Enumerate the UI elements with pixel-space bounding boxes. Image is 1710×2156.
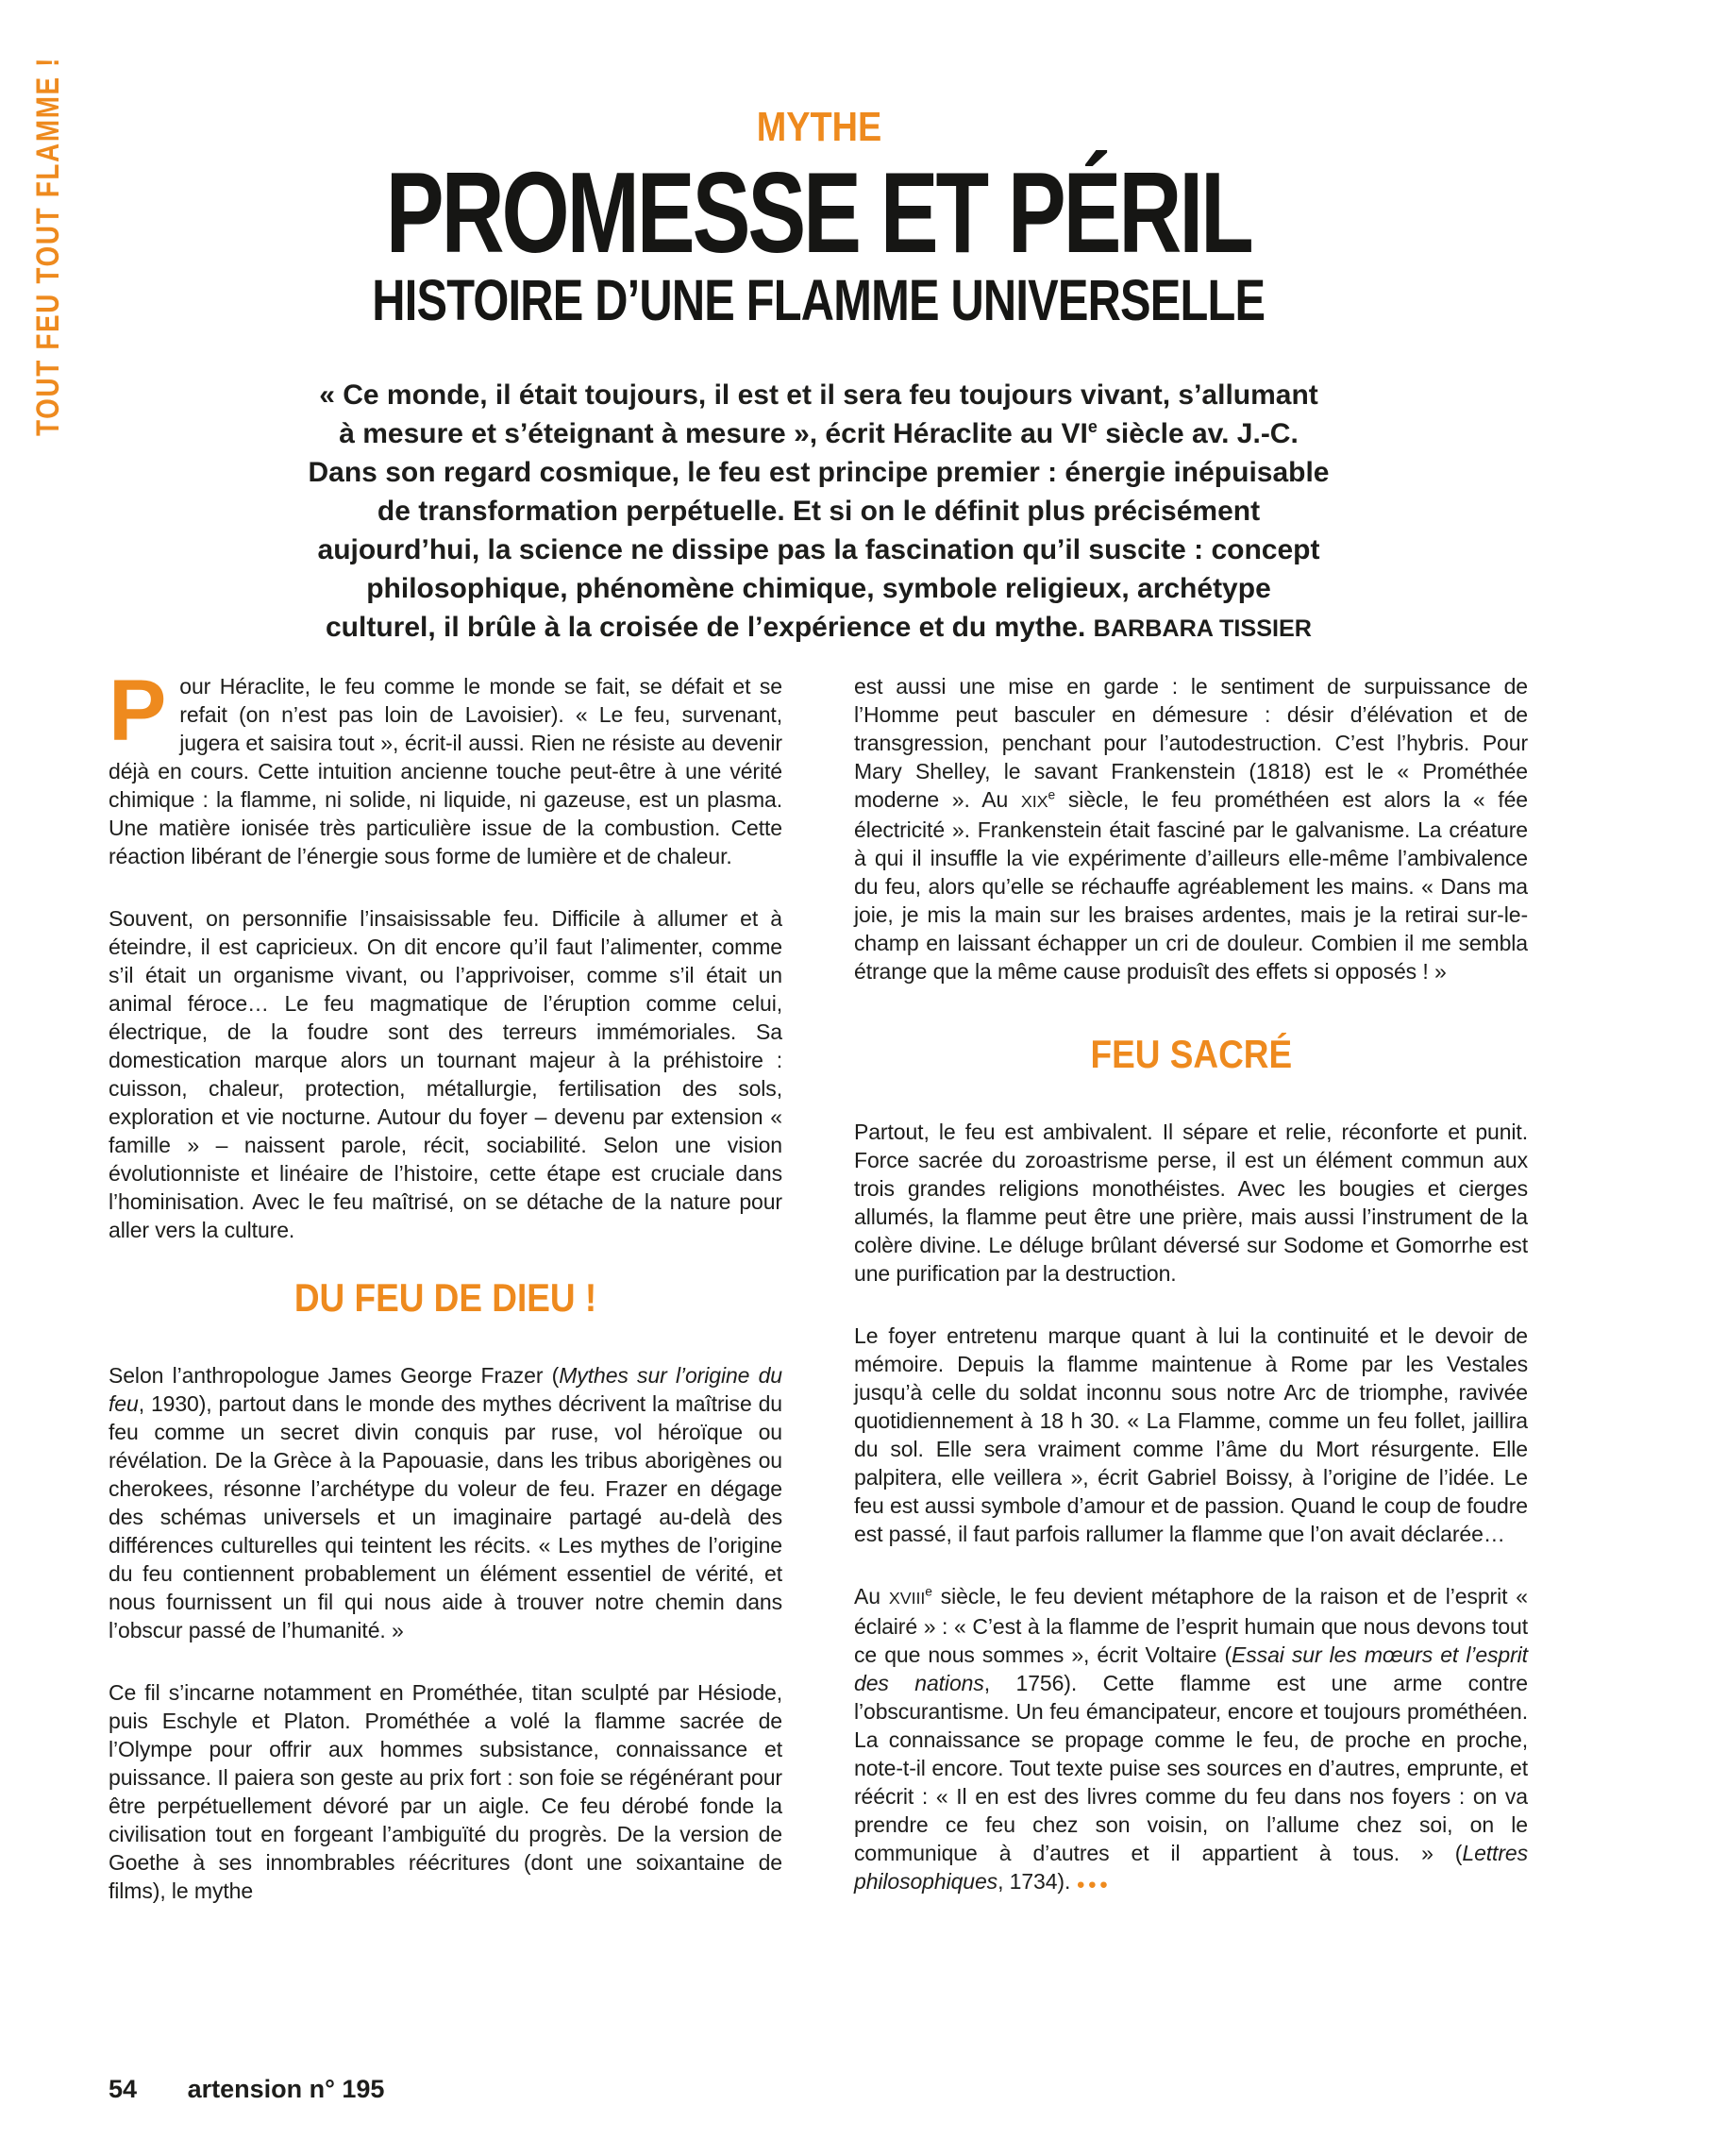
standfirst <box>109 376 1529 648</box>
page-subtitle <box>109 268 1529 333</box>
paragraph-text: our Héraclite, le feu comme le monde se fait, se défait et se refait (on n’est pas loin de Lavoisier). « Le feu, survenant, jugera et saisira tout », écrit-il aussi. Rien ne résiste au devenir déjà en cours. Cette intuition ancienne touche peut-être à une vérité chimique : la flamme, ni solide, ni liquide, ni gazeuse, est un plasma. Une matière ionisée très particulière issue de la combustion. Cette réaction libérant de l’énergie sous forme de lumière et de chaleur. <box>109 674 782 868</box>
page-footer <box>109 2075 384 2104</box>
kicker-label: MYTHE <box>756 104 881 150</box>
paragraph: Au XVIIIe siècle, le feu devient métaphore de la raison et de l’esprit « éclairé » : « C’est à la flamme de l’esprit humain que nous devons tout ce que nous sommes », écrit Voltaire (Essai sur les mœurs et l’esprit des nations, 1756). Cette flamme est une arme contre l’obscurantisme. Un feu émancipateur, encore et toujours prométhéen. La connaissance se propage comme le feu, de proche en proche, note-t-il encore. Tout texte puise ses sources en d’autres, emprunte, et réécrit : « Il en est des livres comme du feu dans nos foyers : on va prendre ce feu chez son voisin, on l’allume chez soi, on le communique à d’autres et il appartient à tous. » (Lettres philosophiques, 1734). ●●● <box>854 1584 1528 1894</box>
column-right <box>854 672 1528 1905</box>
section-heading-text: DU FEU DE DIEU ! <box>293 1275 597 1320</box>
paragraph: Ce fil s’incarne notamment en Prométhée, titan sculpté par Hésiode, puis Eschyle et Platon. Prométhée a volé la flamme sacrée de l’Olympe pour offrir aux hommes subsistance, connaissance et puissance. Il paiera son geste au prix fort : son foie se régénérant pour être perpétuellement dévoré par un aigle. Ce feu dérobé fonde la civilisation tout en forgeant l’ambiguïté du progrès. De la version de Goethe à ses innombrables réécritures (dont une soixantaine de films), le mythe <box>109 1680 782 1903</box>
page-number: 54 <box>109 2075 138 2103</box>
article-body <box>109 663 1529 1905</box>
standfirst-line: culturel, il brûle à la croisée de l’expérience et du mythe. BARBARA TISSIER <box>325 612 1312 644</box>
magazine-title: artension n° 195 <box>187 2075 385 2103</box>
standfirst-line: « Ce monde, il était toujours, il est et il sera feu toujours vivant, s’allumant <box>319 379 1318 412</box>
section-heading-du-feu-de-dieu <box>109 1275 782 1320</box>
paragraph: Le foyer entretenu marque quant à lui la continuité et le devoir de mémoire. Depuis la flamme maintenue à Rome par les Vestales jusqu’à celle du soldat inconnu sous notre Arc de triomphe, ravivée quotidiennement à 18 h 30. « La Flamme, comme un feu follet, jaillira du sol. Elle sera vraiment comme l’âme du Mort résurgente. Elle palpitera, elle veillera », écrit Gabriel Boissy, à l’origine de l’idée. Le feu est aussi symbole d’amour et de passion. Quand le coup de foudre est passé, il faut parfois rallumer la flamme que l’on avait déclarée… <box>854 1323 1528 1546</box>
kicker <box>109 0 1529 149</box>
standfirst-line: Dans son regard cosmique, le feu est principe premier : énergie inépuisable <box>308 457 1330 489</box>
drop-cap: P <box>109 663 167 759</box>
article-header <box>109 0 1529 648</box>
standfirst-line: philosophique, phénomène chimique, symbole religieux, archétype <box>366 573 1271 605</box>
paragraph: Partout, le feu est ambivalent. Il sépare et relie, réconforte et punit. Force sacrée du zoroastrisme perse, il est un élément commun aux trois grandes religions monothéistes. Avec les bougies et cierges allumés, la flamme peut être une prière, mais aussi l’instrument de la colère divine. Le déluge brûlant déversé sur Sodome et Gomorrhe est une purification par la destruction. <box>854 1120 1528 1286</box>
standfirst-line: de transformation perpétuelle. Et si on le définit plus précisément <box>377 496 1261 528</box>
paragraph: est aussi une mise en garde : le sentiment de surpuissance de l’Homme peut basculer en démesure : désir d’élévation et de transgression, penchant pour l’autodestruction. C’est l’hybris. Pour Mary Shelley, le savant Frankenstein (1818) est le « Prométhée moderne ». Au XIXe siècle, le feu prométhéen est alors la « fée électricité ». Frankenstein était fasciné par le galvanisme. La créature à qui il insuffle la vie expérimente d’ailleurs elle-même l’ambivalence du feu, alors qu’elle se réchauffe agréablement les mains. « Dans ma joie, je mis la main sur les braises ardentes, mais je la retirai sur-le-champ en laissant échapper un cri de douleur. Combien il me sembla étrange que la même cause produisît des effets si opposés ! » <box>854 674 1529 984</box>
page-title <box>109 148 1529 278</box>
column-left <box>109 663 782 1905</box>
standfirst-line: à mesure et s’éteignant à mesure », écrit Héraclite au VIe siècle av. J.-C. <box>339 417 1299 450</box>
section-heading-feu-sacre <box>854 1032 1528 1076</box>
paragraph: Selon l’anthropologue James George Frazer (Mythes sur l’origine du feu, 1930), partout dans le monde des mythes décrivent la maîtrise du feu comme un secret divin conquis par ruse, vol héroïque ou révélation. De la Grèce à la Papouasie, dans les tribus aborigènes ou cherokees, résonne l’archétype du voleur de feu. Frazer en dégage des schémas universels et un imaginaire partagé au-delà des différences culturelles qui teintent les récits. « Les mythes de l’origine du feu contiennent probablement un élément essentiel de vérité, et nous fournissent un fil qui nous aide à trouver notre chemin dans l’obscur passé de l’humanité. » <box>109 1363 782 1642</box>
section-vertical-label: TOUT FEU TOUT FLAMME ! <box>30 56 66 436</box>
page-subtitle-text: HISTOIRE D’UNE FLAMME UNIVERSELLE <box>372 268 1266 333</box>
section-heading-text: FEU SACRÉ <box>1090 1032 1292 1076</box>
paragraph <box>109 663 782 870</box>
page-title-text: PROMESSE ET PÉRIL <box>386 148 1251 278</box>
paragraph: Souvent, on personnifie l’insaisissable feu. Difficile à allumer et à éteindre, il est capricieux. On dit encore qu’il faut l’alimenter, comme s’il était un organisme vivant, ou l’apprivoiser, comme s’il était un animal féroce… Le feu magmatique de l’éruption comme celui, électrique, de la foudre sont des terreurs immémoriales. Sa domestication marque alors un tournant majeur à la préhistoire : cuisson, chaleur, protection, métallurgie, fertilisation des sols, exploration et vie nocturne. Autour du foyer – devenu par extension « famille » – naissent parole, récit, sociabilité. Selon une vision évolutionniste et linéaire de l’histoire, cette étape est cruciale dans l’hominisation. Avec le feu maîtrisé, on se détache de la nature pour aller vers la culture. <box>109 906 782 1242</box>
standfirst-line: aujourd’hui, la science ne dissipe pas la fascination qu’il suscite : concept <box>317 534 1320 566</box>
